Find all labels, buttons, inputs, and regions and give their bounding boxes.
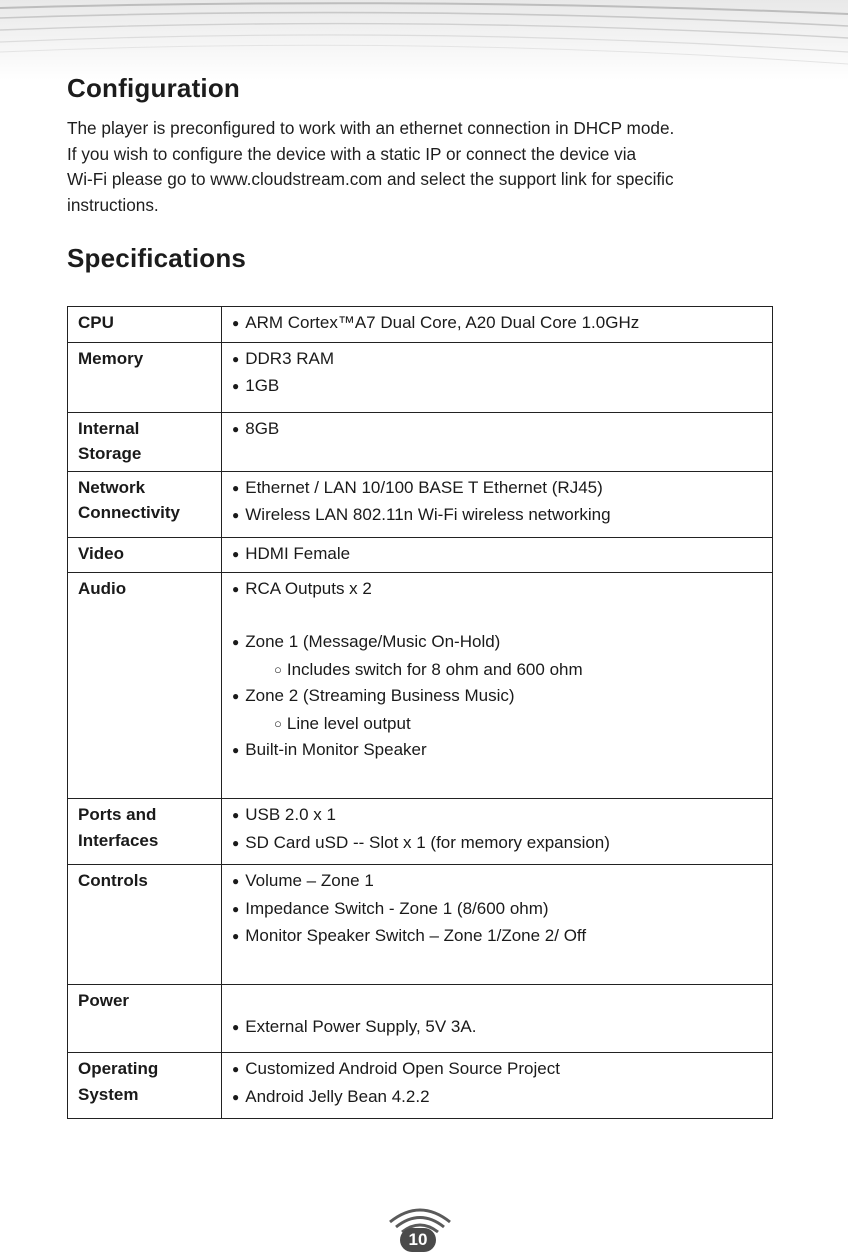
- spec-item: ● Monitor Speaker Switch – Zone 1/Zone 2/ Off: [232, 923, 762, 951]
- paragraph-line: If you wish to configure the device with a static IP or connect the device via: [67, 143, 637, 164]
- spec-row-cpu: [68, 307, 773, 343]
- spec-item: ● Volume – Zone 1: [232, 868, 762, 896]
- label-line: Memory: [78, 348, 144, 368]
- spec-item: ● Wireless LAN 802.11n Wi-Fi wireless networking: [232, 502, 762, 530]
- spacer: [232, 988, 762, 1014]
- spec-item: ● 1GB: [232, 373, 762, 401]
- spec-row-ports: [68, 799, 773, 865]
- label-line: System: [78, 1084, 139, 1104]
- page-number-badge: [384, 1200, 456, 1256]
- label-line: Power: [78, 991, 130, 1010]
- label-line: CPU: [78, 313, 114, 332]
- spec-label: [68, 1053, 222, 1119]
- label-line: Video: [78, 543, 124, 563]
- page-number: 10: [400, 1228, 436, 1252]
- spec-label: [68, 799, 222, 865]
- paragraph-line: instructions.: [67, 195, 159, 216]
- paragraph-line: Wi-Fi please go to www.cloudstream.com and select the support link for specific: [67, 169, 674, 190]
- header-decoration: [0, 0, 848, 80]
- spec-item: ● HDMI Female: [232, 541, 762, 569]
- spec-value: [222, 985, 773, 1053]
- label-line: Internal: [78, 418, 140, 438]
- spec-item: ● DDR3 RAM: [232, 346, 762, 374]
- spec-row-os: [68, 1053, 773, 1119]
- configuration-heading: Configuration: [67, 73, 241, 103]
- label-line: Interfaces: [78, 830, 159, 850]
- spec-item: ● Android Jelly Bean 4.2.2: [232, 1084, 762, 1112]
- spec-item: ● SD Card uSD -- Slot x 1 (for memory expansion): [232, 830, 762, 858]
- spec-label: [68, 307, 222, 343]
- spec-item: ● Zone 1 (Message/Music On-Hold): [232, 629, 762, 657]
- spacer: [232, 604, 762, 630]
- spec-label: [68, 342, 222, 412]
- spec-item: ● External Power Supply, 5V 3A.: [232, 1014, 762, 1042]
- spec-value: [222, 573, 773, 799]
- label-line: Ports and: [78, 805, 157, 824]
- spec-item: ● Customized Android Open Source Project: [232, 1056, 762, 1084]
- spec-item: ● 8GB: [232, 416, 762, 444]
- spec-value: [222, 537, 773, 573]
- spec-label: [68, 412, 222, 471]
- spec-row-internal-storage: [68, 412, 773, 471]
- spec-item: ● Built-in Monitor Speaker: [232, 737, 762, 765]
- spec-item: ● ARM Cortex™A7 Dual Core, A20 Dual Core 1.0GHz: [232, 310, 762, 338]
- spec-value: [222, 471, 773, 537]
- spec-value: [222, 342, 773, 412]
- configuration-paragraph: [67, 116, 787, 219]
- label-line: Storage: [78, 444, 142, 463]
- label-line: Operating: [78, 1059, 159, 1078]
- spec-label: [68, 573, 222, 799]
- spec-row-video: [68, 537, 773, 573]
- spec-value: [222, 865, 773, 985]
- spacer: [232, 765, 762, 791]
- spec-subitem: ○ Line level output: [232, 711, 762, 738]
- specifications-heading: Specifications: [67, 243, 247, 273]
- spec-item: ● Impedance Switch - Zone 1 (8/600 ohm): [232, 896, 762, 924]
- label-line: Controls: [78, 871, 148, 890]
- spec-label: [68, 537, 222, 573]
- spec-item: ● USB 2.0 x 1: [232, 802, 762, 830]
- spec-row-audio: [68, 573, 773, 799]
- spec-value: [222, 307, 773, 343]
- spec-item: ● RCA Outputs x 2: [232, 576, 762, 604]
- specifications-table: [67, 306, 773, 1119]
- spec-value: [222, 412, 773, 471]
- label-line: Audio: [78, 579, 127, 598]
- paragraph-line: The player is preconfigured to work with an ethernet connection in DHCP mode.: [67, 118, 675, 138]
- spec-row-network: [68, 471, 773, 537]
- spec-row-controls: [68, 865, 773, 985]
- spec-label: [68, 471, 222, 537]
- spec-row-power: [68, 985, 773, 1053]
- label-line: Connectivity: [78, 503, 181, 522]
- spacer: [232, 951, 762, 977]
- spec-value: [222, 799, 773, 865]
- spec-item: ● Zone 2 (Streaming Business Music): [232, 683, 762, 711]
- spec-item: ● Ethernet / LAN 10/100 BASE T Ethernet (RJ45): [232, 475, 762, 503]
- spec-value: [222, 1053, 773, 1119]
- spec-row-memory: [68, 342, 773, 412]
- spec-subitem: ○ Includes switch for 8 ohm and 600 ohm: [232, 657, 762, 684]
- spec-label: [68, 865, 222, 985]
- spec-label: [68, 985, 222, 1053]
- label-line: Network: [78, 477, 146, 497]
